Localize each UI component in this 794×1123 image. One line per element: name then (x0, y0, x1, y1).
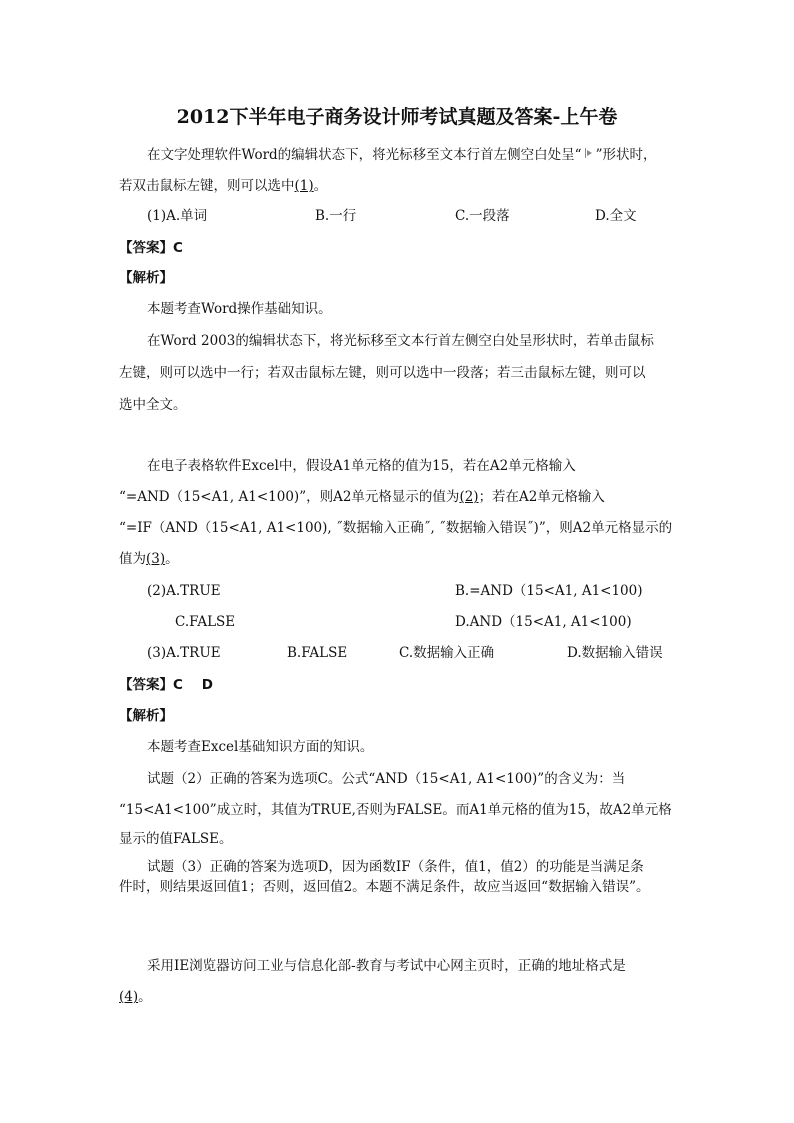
q2-blank-3: (3) (146, 551, 166, 567)
q1-stem-text-c: 若双击鼠标左键，则可以选中 (119, 178, 295, 194)
q1-analysis-line: 在Word 2003的编辑状态下，将光标移至文本行首左侧空白处呈形状时，若单击鼠标 (147, 333, 654, 349)
q1-stem-text-a: 在文字处理软件Word的编辑状态下，将光标移至文本行首左侧空白处呈“ (147, 147, 582, 163)
q1-analysis-line: 左键，则可以选中一行；若双击鼠标左键，则可以选中一段落；若三击鼠标左键，则可以 (119, 365, 646, 381)
q2-analysis-line: 试题（2）正确的答案为选项C。公式“AND（15<A1, A1<100)”的含义为：当 (147, 771, 626, 787)
q2-option-3b: B.FALSE (287, 645, 348, 661)
q1-option-a: (1)A.单词 (147, 208, 208, 224)
q2-option-3a: (3)A.TRUE (147, 645, 221, 661)
q1-answer (119, 238, 183, 258)
q1-analysis-line: 选中全文。 (119, 397, 187, 413)
q2-stem-line (119, 549, 179, 569)
q3-stem-line (119, 987, 152, 1007)
q1-analysis-label: 【解析】 (119, 270, 173, 286)
arrow-cursor-icon (582, 146, 596, 160)
q1-stem-line-1 (147, 145, 657, 165)
q1-stem-text-b: ”形状时， (595, 147, 657, 163)
q1-option-d: D.全文 (595, 208, 637, 224)
q1-stem-line-2 (119, 176, 327, 196)
q1-answer-value: C (173, 240, 183, 256)
q1-blank: (1) (294, 178, 314, 194)
q2-answer (119, 675, 213, 695)
q2-stem-line: 在电子表格软件Excel中，假设A1单元格的值为15，若在A2单元格输入 (147, 458, 576, 474)
q1-answer-label: 【答案】 (119, 240, 173, 256)
q1-stem-text-d: 。 (313, 178, 328, 194)
q3-stem-text-b: 。 (138, 989, 152, 1005)
q3-stem-line: 采用IE浏览器访问工业与信息化部-教育与考试中心网主页时，正确的地址格式是 (147, 958, 626, 974)
q2-stem-line (119, 487, 605, 507)
q2-option-3d: D.数据输入错误 (567, 645, 663, 661)
q2-stem-text-c: 值为 (119, 551, 146, 567)
q2-option-2b: B.=AND（15<A1, A1<100) (455, 583, 643, 599)
q2-option-2d: D.AND（15<A1, A1<100) (455, 614, 632, 630)
q3-blank-4: (4) (119, 989, 139, 1005)
q2-analysis-line: 件时，则结果返回值1；否则，返回值2。本题不满足条件，故应当返回“数据输入错误”。 (119, 879, 650, 895)
q1-option-b: B.一行 (315, 208, 357, 224)
q2-stem-text-b: ；若在A2单元格输入 (478, 489, 605, 505)
q1-option-c: C.一段落 (455, 208, 510, 224)
q2-option-2c: C.FALSE (175, 614, 236, 630)
q2-analysis-line: 试题（3）正确的答案为选项D，因为函数IF（条件，值1，值2）的功能是当满足条 (147, 859, 644, 875)
q2-option-2a: (2)A.TRUE (147, 583, 221, 599)
q2-option-3c: C.数据输入正确 (399, 645, 495, 661)
q2-blank-2: (2) (459, 489, 479, 505)
q2-analysis-line: 本题考查Excel基础知识方面的知识。 (147, 739, 374, 755)
page-title: 2012下半年电子商务设计师考试真题及答案-上午卷 (176, 106, 618, 128)
q2-stem-text-d: 。 (165, 551, 179, 567)
q2-answer-label: 【答案】 (119, 677, 173, 693)
q2-analysis-line: “15<A1<100”成立时，其值为TRUE,否则为FALSE。而A1单元格的值为15，故A2单元格 (119, 802, 672, 818)
q2-analysis-line: 显示的值FALSE。 (119, 831, 233, 847)
q1-analysis-line: 本题考查Word操作基础知识。 (147, 301, 332, 317)
q2-analysis-label: 【解析】 (119, 708, 173, 724)
q2-stem-line: “=IF（AND（15<A1, A1<100), ˝数据输入正确˝, ˝数据输入错误˝)”，则A2单元格显示的 (119, 520, 673, 536)
q2-answer-value: C D (173, 677, 213, 693)
q2-stem-text-a: “=AND（15<A1, A1<100)”，则A2单元格显示的值为 (119, 489, 460, 505)
